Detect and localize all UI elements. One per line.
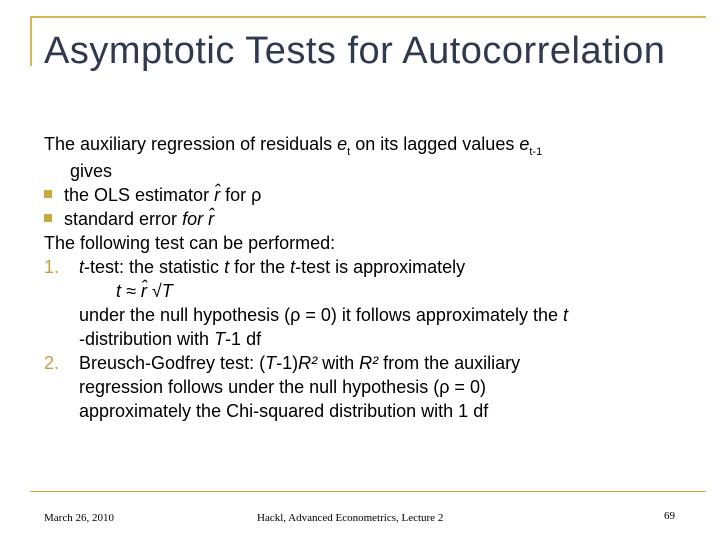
square-bullet-icon bbox=[44, 214, 52, 222]
item1-text-a: -test: the statistic bbox=[84, 257, 225, 277]
item1-text-e: -distribution with bbox=[79, 329, 215, 349]
item-1-number: 1. bbox=[44, 257, 60, 277]
intro-text-2: on its lagged values bbox=[350, 134, 520, 154]
following-test: The following test can be performed: bbox=[44, 233, 336, 253]
symbol-e: e bbox=[337, 134, 348, 154]
subscript-t: t bbox=[347, 146, 351, 158]
intro-gives: gives bbox=[70, 161, 113, 181]
t-italic-2: t bbox=[224, 257, 230, 277]
bullet-ols-estimator bbox=[44, 183, 694, 207]
item1-text-d: under the null hypothesis (ρ = 0) it follows approximately the bbox=[79, 305, 563, 325]
item-1-null-hypothesis bbox=[44, 303, 694, 327]
R2-italic-2: R² bbox=[359, 353, 379, 373]
page-number: 69 bbox=[664, 510, 675, 522]
T-italic-1: T bbox=[214, 329, 226, 349]
t-italic-1: t bbox=[79, 257, 85, 277]
slide-title: Asymptotic Tests for Autocorrelation bbox=[44, 30, 666, 72]
square-bullet-icon bbox=[44, 190, 52, 198]
footer-rule bbox=[30, 491, 706, 492]
bullet2-italic: for r̂ bbox=[182, 209, 215, 229]
item-2-breusch-godfrey bbox=[44, 351, 694, 375]
t-italic-4: t bbox=[563, 305, 569, 325]
frame-left-rule bbox=[30, 16, 32, 66]
bullet1-rho: for ρ bbox=[220, 185, 262, 205]
item1-text-c: -test is approximately bbox=[295, 257, 466, 277]
bullet-standard-error bbox=[44, 207, 694, 231]
formula-t-approx: t ≈ r̂ √T bbox=[116, 281, 173, 301]
bullet2-text: standard error bbox=[64, 209, 183, 229]
intro-line bbox=[44, 132, 694, 159]
T-italic-2: T bbox=[265, 353, 277, 373]
t-italic-3: t bbox=[290, 257, 296, 277]
symbol-r-hat: r̂ bbox=[214, 185, 221, 205]
subscript-t-1: t-1 bbox=[529, 146, 543, 158]
symbol-e-lag: e bbox=[519, 134, 530, 154]
footer-lecture: Hackl, Advanced Econometrics, Lecture 2 bbox=[257, 512, 444, 524]
item2-text-a: Breusch-Godfrey test: ( bbox=[79, 353, 266, 373]
item-2-line-2: regression follows under the null hypothesis (ρ = 0) bbox=[79, 377, 486, 397]
frame-top-rule bbox=[30, 16, 706, 18]
item-2-line-3: approximately the Chi-squared distribution with 1 df bbox=[79, 401, 489, 421]
item-1-distribution bbox=[44, 327, 694, 351]
item2-text-c: with bbox=[317, 353, 360, 373]
item2-text-d: from the auxiliary bbox=[378, 353, 521, 373]
item1-text-b: for the bbox=[229, 257, 291, 277]
item1-text-f: -1 df bbox=[225, 329, 262, 349]
R2-italic-1: R² bbox=[298, 353, 318, 373]
item-1-t-test bbox=[44, 255, 694, 279]
bullet1-text: the OLS estimator bbox=[64, 185, 215, 205]
intro-text-1: The auxiliary regression of residuals bbox=[44, 134, 338, 154]
footer-date: March 26, 2010 bbox=[44, 512, 114, 524]
slide-body bbox=[44, 132, 694, 423]
item2-text-b: -1) bbox=[276, 353, 299, 373]
item-2-number: 2. bbox=[44, 353, 60, 373]
